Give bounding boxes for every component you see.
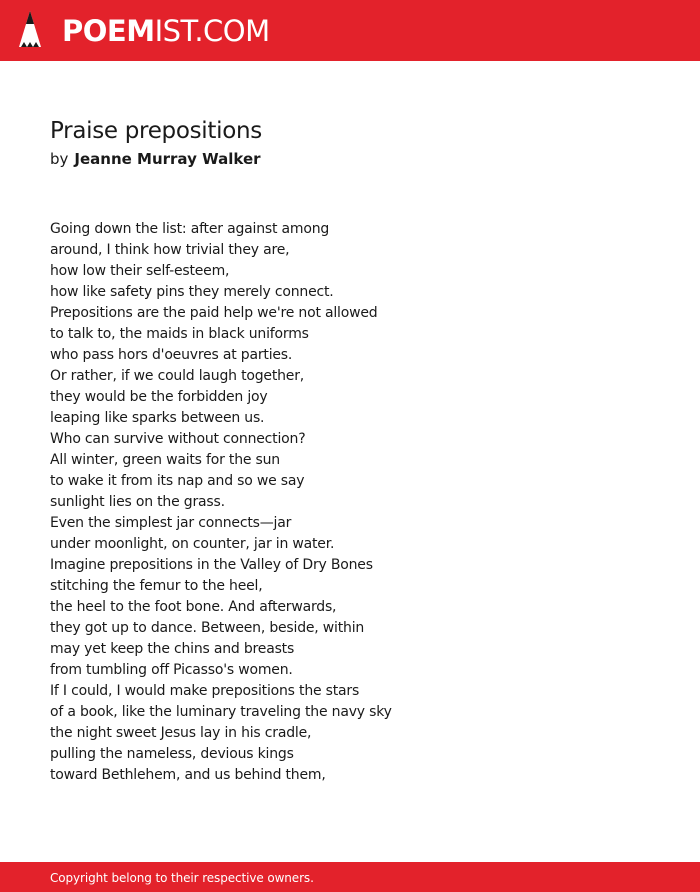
poem-line: around, I think how trivial they are, xyxy=(50,242,290,258)
poem-line: If I could, I would make prepositions the stars xyxy=(50,683,360,699)
logo-text-light: IST.COM xyxy=(154,14,270,48)
logo-text-bold: POEM xyxy=(62,14,155,48)
poem-line: they got up to dance. Between, beside, within xyxy=(50,620,365,636)
byline xyxy=(50,149,261,169)
poem-line: who pass hors d'oeuvres at parties. xyxy=(50,347,293,363)
poem-line: the night sweet Jesus lay in his cradle, xyxy=(50,725,312,741)
poem-line: Or rather, if we could laugh together, xyxy=(50,368,305,384)
poem-line: stitching the femur to the heel, xyxy=(50,578,263,594)
poem-line: how like safety pins they merely connect. xyxy=(50,284,334,300)
poem-line: toward Bethlehem, and us behind them, xyxy=(50,767,326,783)
copyright-notice: Copyright belong to their respective owners. xyxy=(50,871,314,885)
poem-line: to wake it from its nap and so we say xyxy=(50,473,305,489)
author-name: Jeanne Murray Walker xyxy=(74,150,261,168)
poem-line: they would be the forbidden joy xyxy=(50,389,268,405)
poem-line: Who can survive without connection? xyxy=(50,431,306,447)
poem-line: may yet keep the chins and breasts xyxy=(50,641,295,657)
poem-line: of a book, like the luminary traveling the navy sky xyxy=(50,704,392,720)
poem-line: Going down the list: after against among xyxy=(50,221,330,237)
poem-line: Prepositions are the paid help we're not allowed xyxy=(50,305,378,321)
by-label: by xyxy=(50,150,69,168)
poem-line: how low their self-esteem, xyxy=(50,263,230,279)
pencil-logo-icon[interactable] xyxy=(18,10,42,51)
poem-line: under moonlight, on counter, jar in water. xyxy=(50,536,335,552)
poem-line: Imagine prepositions in the Valley of Dry Bones xyxy=(50,557,373,573)
poem-line: Even the simplest jar connects—jar xyxy=(50,515,292,531)
site-footer xyxy=(0,862,700,892)
poem-line: All winter, green waits for the sun xyxy=(50,452,280,468)
poem-title: Praise prepositions xyxy=(50,118,262,144)
site-logo[interactable] xyxy=(62,13,270,49)
poem-line: sunlight lies on the grass. xyxy=(50,494,225,510)
poem-body xyxy=(50,219,392,786)
poem-line: leaping like sparks between us. xyxy=(50,410,265,426)
poem-line: pulling the nameless, devious kings xyxy=(50,746,294,762)
site-header xyxy=(0,0,700,61)
poem-line: from tumbling off Picasso's women. xyxy=(50,662,293,678)
poem-line: to talk to, the maids in black uniforms xyxy=(50,326,309,342)
poem-line: the heel to the foot bone. And afterwards, xyxy=(50,599,337,615)
